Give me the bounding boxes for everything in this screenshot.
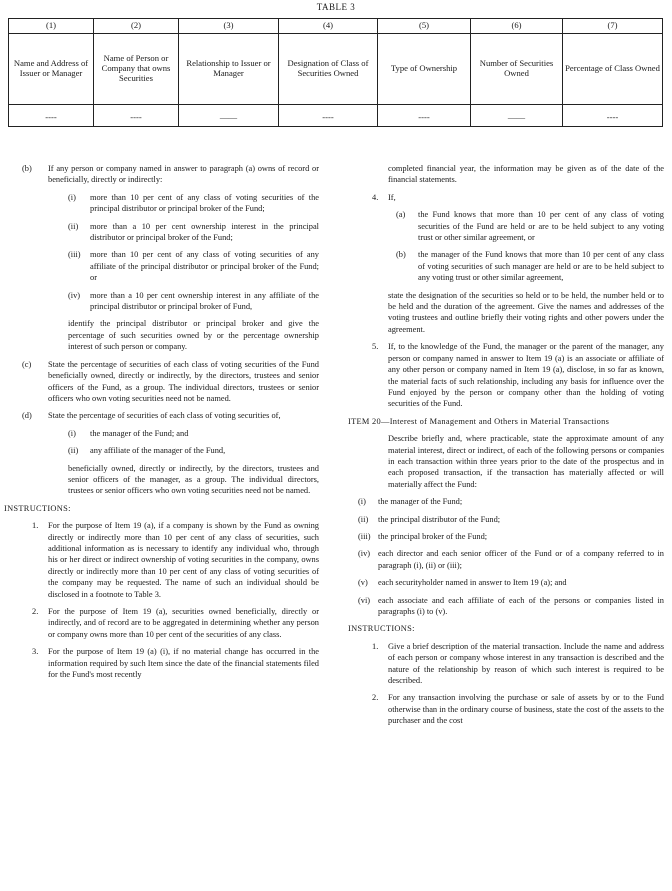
table-cell: —— (471, 110, 563, 127)
instruction-item (4, 606, 319, 640)
item-label: (i) (68, 192, 76, 202)
instructions-heading: INSTRUCTIONS: (348, 624, 415, 634)
table-cell: ---- (94, 110, 179, 127)
table-cell: —— (179, 110, 279, 127)
item-text: If, (388, 192, 396, 202)
item-label: (iv) (358, 549, 371, 559)
item-text: each securityholder named in answer to Item 19 (a); and (378, 578, 567, 588)
item-text: For any transaction involving the purchase or sale of assets by or to the Fund otherwise than in the ordinary course of business, state the cost of the assets to the purchaser and the cost (388, 693, 664, 726)
item-text: each associate and each affiliate of each of the persons or companies listed in paragraphs (i) to (v). (378, 595, 664, 616)
list-item (4, 445, 319, 456)
item-label: (ii) (68, 446, 79, 456)
instruction-item (348, 192, 664, 203)
column-number: (6) (471, 19, 563, 34)
table-cell: ---- (563, 110, 663, 127)
item-label: (v) (358, 578, 368, 588)
left-column (4, 163, 319, 686)
table-number-row (9, 19, 663, 34)
item-label: 3. (32, 647, 39, 657)
item-label: (iv) (68, 290, 81, 300)
table-cell: ---- (378, 110, 471, 127)
paragraph-c (4, 359, 319, 405)
item-label: 2. (372, 693, 379, 703)
instructions-heading: INSTRUCTIONS: (4, 503, 71, 513)
item-label: 1. (32, 521, 39, 531)
list-item (348, 514, 664, 525)
paragraph-d-after: beneficially owned, directly or indirectly, by the directors, trustees and senior officers of the manager, as a group. The individual directors, trustees or senior officers who own voting securities need not be named. (68, 463, 319, 496)
instruction-item (348, 692, 664, 726)
list-item (348, 595, 664, 618)
paragraph-label: (d) (22, 411, 32, 421)
paragraph-text: State the percentage of securities of each class of voting securities of the Fund beneficially owned, directly or indirectly, by the directors, trustees and senior officers of the Fund, as a group. The individual directors, trustees or senior officers who own voting securities need not be named. (48, 359, 319, 403)
column-number: (4) (279, 19, 378, 34)
column-header: Relationship to Issuer or Manager (179, 34, 279, 105)
paragraph-b (4, 163, 319, 186)
instruction-item (348, 341, 664, 409)
list-item (4, 249, 319, 283)
item-text: the principal distributor of the Fund; (378, 514, 501, 524)
item-label: 1. (372, 641, 379, 651)
item-label: 4. (372, 192, 379, 202)
paragraph-label: (c) (22, 359, 32, 369)
table-header-row (9, 34, 663, 105)
item-text: For the purpose of Item 19 (a), securities owned beneficially, directly or indirectly, and of record are to be aggregated in determining whether any person or company owns more than 10 per cent of the securities of any class. (48, 607, 319, 639)
list-item (348, 209, 664, 243)
item-text: each director and each senior officer of the Fund or of a company referred to in paragraph (i), (ii) or (iii); (378, 549, 664, 570)
list-item (4, 290, 319, 313)
table-row (9, 110, 663, 127)
item-label: 5. (372, 342, 379, 352)
list-item (4, 192, 319, 215)
item-label: (iii) (358, 531, 371, 541)
paragraph-b-after: identify the principal distributor or principal broker and give the percentage of such securities owned by or the percentage ownership interest of such person or company. (68, 319, 319, 352)
item-text: more than a 10 per cent ownership interest in any affiliate of the principal distributor or principal broker of Fund, (90, 290, 319, 312)
item-20-title: ITEM 20—Interest of Management and Others in Material Transactions (348, 416, 610, 426)
item-label: 2. (32, 607, 39, 616)
column-header: Name and Address of Issuer or Manager (9, 34, 94, 105)
instruction-item (4, 646, 319, 680)
list-item (348, 249, 664, 283)
column-number: (1) (9, 19, 94, 34)
paragraph-text: If any person or company named in answer to paragraph (a) owns of record or beneficially, directly or indirectly: (48, 164, 319, 185)
column-number: (7) (563, 19, 663, 34)
item-text: any affiliate of the manager of the Fund, (90, 446, 226, 456)
table-cell: ---- (279, 110, 378, 127)
continuation-text: completed financial year, the information may be given as of the date of the financial statements. (388, 164, 664, 185)
item-label: (ii) (68, 221, 79, 231)
item-text: the Fund knows that more than 10 per cent of any class of voting securities of the Fund are held or are to be held subject to any voting trust or other similar agreement, or (418, 210, 664, 243)
item4-after: state the designation of the securities so held or to be held, the number held or to be held and the duration of the agreement. Give the names and addresses of the voting trustees and outline briefly their voting rights and other powers under the agreement. (388, 290, 664, 334)
item-label: (iii) (68, 250, 81, 260)
table-cell: ---- (9, 110, 94, 127)
paragraph-text: State the percentage of securities of each class of voting securities of, (48, 411, 281, 421)
item-text: For the purpose of Item 19 (a), if a company is shown by the Fund as owning directly or indirectly more than 10 per cent of any class of securities, such additional information as is necessary to identify any individual who, through his or her direct or indirect ownership of voting securities in the company, owns directly or indirectly more than 10 per cent of any class of voting securities of the company may be requested. The name of such an individual should be disclosed in a footnote to Table 3. (48, 521, 319, 599)
item-text: the manager of the Fund; (378, 497, 463, 507)
item-label: (b) (396, 250, 406, 260)
item-text: the manager of the Fund; and (90, 428, 189, 438)
column-header: Number of Securities Owned (471, 34, 563, 105)
list-item (4, 428, 319, 439)
item-text: Give a brief description of the material transaction. Include the name and address of each person or company whose interest in any transaction is described and the nature of the relationship by reason of which such interest is required to be described. (388, 641, 664, 686)
item-text: For the purpose of Item 19 (a) (i), if no material change has occurred in the information required by such Item since the date of the financial statements filed for the Fund's most recently (48, 647, 319, 680)
item-text: the principal broker of the Fund; (378, 531, 488, 541)
list-item (348, 531, 664, 542)
item-label: (ii) (358, 514, 369, 524)
item-label: (i) (358, 497, 366, 507)
list-item (348, 548, 664, 571)
column-header: Percentage of Class Owned (563, 34, 663, 105)
column-header: Designation of Class of Securities Owned (279, 34, 378, 105)
instruction-item (348, 641, 664, 687)
list-item (4, 221, 319, 244)
paragraph-d (4, 410, 319, 421)
list-item (348, 496, 664, 507)
column-number: (2) (94, 19, 179, 34)
instruction-item (4, 520, 319, 600)
list-item (348, 577, 664, 588)
column-number: (5) (378, 19, 471, 34)
item-label: (vi) (358, 595, 371, 605)
column-header: Type of Ownership (378, 34, 471, 105)
item-text: more than 10 per cent of any class of voting securities of any affiliate of the principal distributor or principal broker of the Fund; or (90, 250, 319, 283)
column-header: Name of Person or Company that owns Securities (94, 34, 179, 105)
item-label: (i) (68, 428, 76, 438)
item-text: more than a 10 per cent ownership interest in the principal distributor or principal broker of the Fund; (90, 221, 319, 243)
item-text: the manager of the Fund knows that more than 10 per cent of any class of voting securities of such manager are held or are to be held subject to any voting trust or other similar agreement, (418, 250, 664, 283)
right-column (348, 163, 664, 733)
item-text: more than 10 per cent of any class of voting securities of the principal distributor or principal broker of the Fund; (90, 192, 319, 214)
paragraph-label: (b) (22, 164, 32, 173)
table-3 (8, 18, 663, 127)
table-caption: TABLE 3 (316, 2, 356, 12)
item-20-intro: Describe briefly and, where practicable, state the approximate amount of any material interest, direct or indirect, of each of the following persons or companies in each transaction within three years prior to the date of the prospectus and in each proposed transaction, if the transaction has materially affected or will materially affect the Fund: (388, 434, 664, 489)
column-number: (3) (179, 19, 279, 34)
item-text: If, to the knowledge of the Fund, the manager or the parent of the manager, any person or company named in answer to Item 19 (a) is an associate or affiliate of any other person or company named in Item 19 (a), disclose, in so far as known, the material facts of such relationship, including any basis for influence over the Fund enjoyed by the person or company other than the holding of voting securities of the Fund. (388, 342, 664, 409)
item-label: (a) (396, 210, 406, 220)
